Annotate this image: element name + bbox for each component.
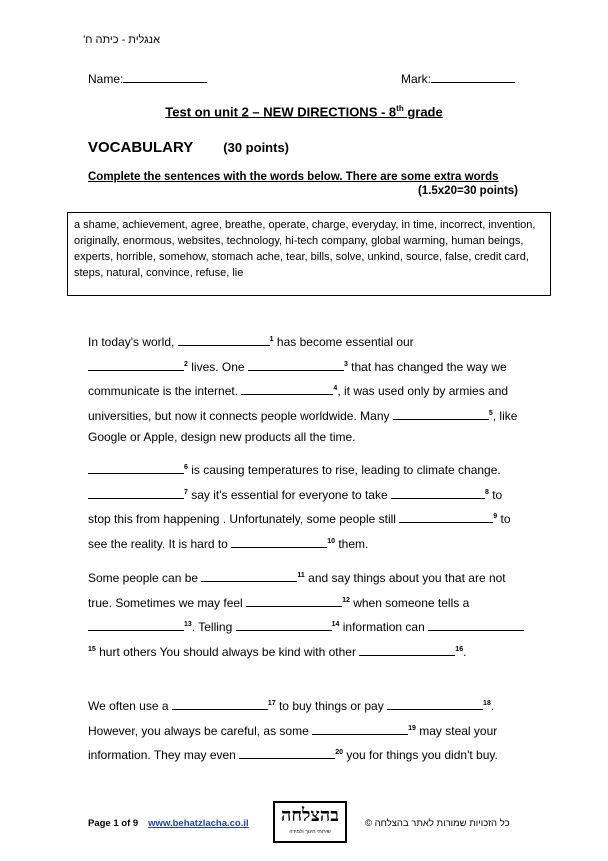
blank-17[interactable]	[172, 697, 268, 710]
blank-15[interactable]	[428, 618, 524, 631]
name-blank[interactable]	[123, 71, 207, 83]
logo-subtext: שירותי חינוך ולמידה	[289, 829, 331, 835]
blank-9[interactable]	[399, 510, 493, 523]
blank-13[interactable]	[88, 618, 184, 631]
page-number: Page 1 of 9	[88, 818, 139, 829]
section-points: (30 points)	[223, 140, 290, 155]
paragraph-2: $^6$ is causing temperatures to rise, leading to climate change. $^7$ say it's essential for everyone to take $^8$ to stop this from happening . Unfortunately, some people still $^9$ to see the reality. It is hard to $^{10}$ them.	[88, 463, 511, 551]
logo-text: בהצלחה	[281, 805, 339, 826]
blank-3[interactable]	[248, 358, 344, 371]
blank-1[interactable]	[178, 333, 270, 346]
instructions: Complete the sentences with the words below. There are some extra words (1.5x20=30 points)	[88, 171, 518, 197]
footer-left	[88, 818, 249, 829]
footer-copyright: כל הזכויות שמורות לאתר בהצלחה ©	[365, 818, 510, 829]
blank-6[interactable]	[88, 461, 184, 474]
blank-8[interactable]	[391, 486, 485, 499]
blank-5[interactable]	[393, 407, 489, 420]
blank-7[interactable]	[88, 486, 184, 499]
blank-12[interactable]	[246, 594, 342, 607]
behatzlacha-logo	[273, 801, 347, 843]
blank-4[interactable]	[241, 382, 333, 395]
blank-19[interactable]	[312, 722, 408, 735]
instructions-points: (1.5x20=30 points)	[417, 185, 518, 197]
blank-18[interactable]	[387, 697, 483, 710]
paragraph-4: We often use a $^{17}$ to buy things or pay $^{18}$. However, you always be careful, as some $^{19}$ may steal your information. They may even $^{20}$ you for things you didn't buy.	[88, 699, 498, 762]
website-link[interactable]: www.behatzlacha.co.il	[148, 818, 249, 829]
blank-2[interactable]	[88, 358, 184, 371]
blank-20[interactable]	[239, 746, 335, 759]
header-hebrew-label: אנגלית - כיתה ח'	[83, 34, 160, 46]
word-bank: a shame, achievement, agree, breathe, operate, charge, everyday, in time, incorrect, invention, originally, enormous, websites, technology, hi-tech company, global warming, human beings, experts, horrible, somehow, stomach ache, tear, bills, solve, unkind, source, false, credit card, steps, natural, convince, refuse, lie	[67, 212, 551, 296]
section-heading: VOCABULARY (30 points)	[88, 139, 290, 156]
name-field[interactable]	[88, 71, 207, 86]
blank-14[interactable]	[236, 618, 332, 631]
mark-label: Mark:	[401, 72, 431, 86]
blank-16[interactable]	[359, 643, 455, 656]
mark-field[interactable]	[401, 71, 515, 86]
blank-11[interactable]	[201, 569, 297, 582]
paragraph-3: Some people can be $^{11}$ and say things about you that are not true. Sometimes we may feel $^{12}$ when someone tells a $^{13}$. Telling $^{14}$ information can $^{15}$ hurt others You should always be kind with other $^{16}$.	[88, 565, 528, 663]
mark-blank[interactable]	[431, 71, 515, 83]
blank-10[interactable]	[231, 535, 327, 548]
page-title: Test on unit 2 – NEW DIRECTIONS - 8th grade	[165, 104, 443, 120]
paragraph-1: In today's world, $^1$ has become essential our $^2$ lives. One $^3$ that has changed the way we communicate is the internet. $^4$, it was used only by armies and universities, but now it connects people worldwide. Many $^5$, like Google or Apple, design new products all the time.	[88, 335, 518, 444]
name-label: Name:	[88, 72, 124, 86]
